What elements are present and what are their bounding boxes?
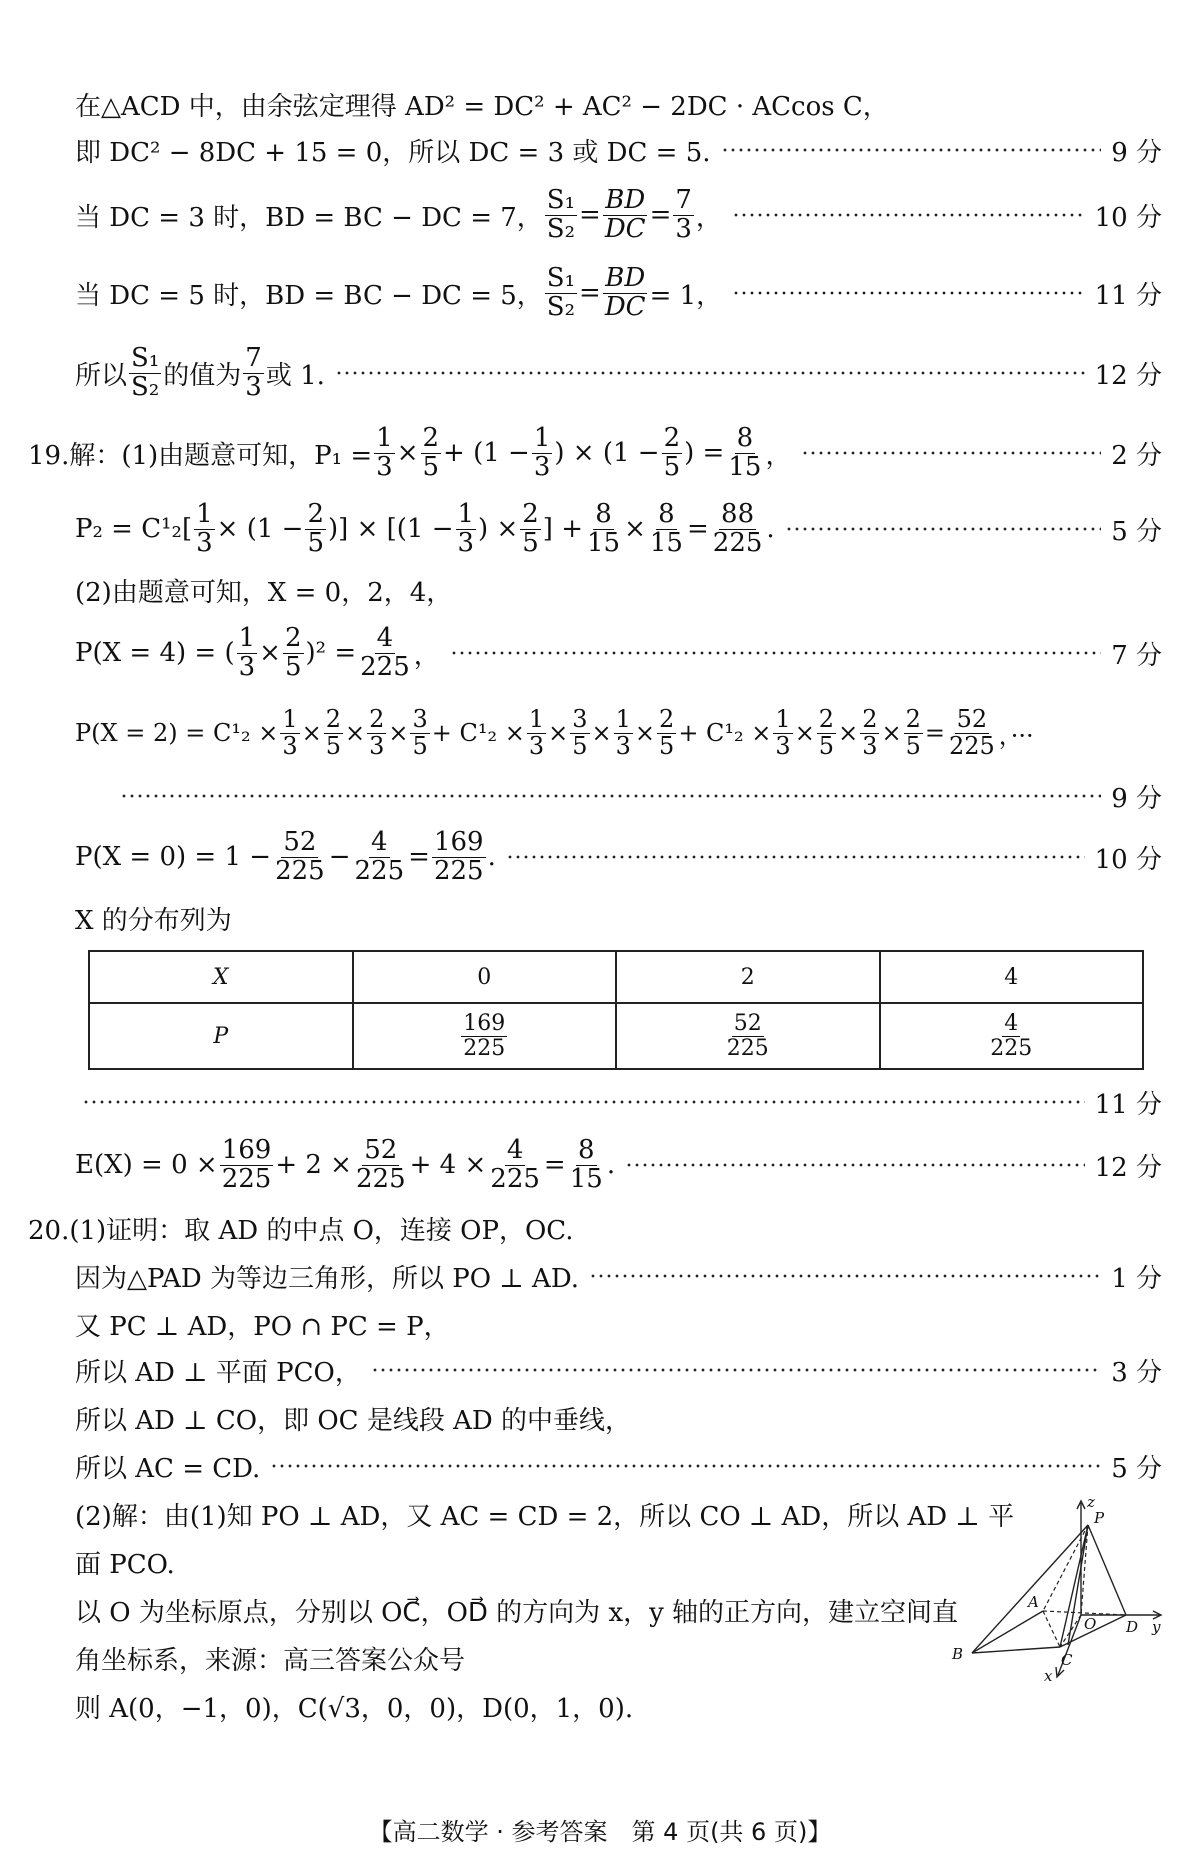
- denominator: 3: [245, 371, 262, 402]
- fraction: [353, 829, 407, 885]
- text: 当 DC = 3 时，BD = BC − DC = 7，: [75, 202, 543, 233]
- text-line: [75, 698, 1162, 768]
- denominator: 3: [457, 527, 475, 558]
- score-label: 9 分: [1111, 137, 1162, 168]
- scored-line: [28, 418, 1162, 488]
- fraction: [570, 707, 589, 758]
- text: .: [766, 514, 775, 544]
- numerator: 8: [658, 499, 675, 530]
- fraction: [220, 1137, 274, 1193]
- text: −: [328, 842, 351, 872]
- score-label: 11 分: [1094, 1089, 1162, 1120]
- numerator: 2: [663, 423, 681, 454]
- denominator: 5: [818, 731, 835, 760]
- text: ) =: [684, 438, 725, 468]
- dot-leader: [450, 651, 1101, 655]
- scored-line: [82, 1082, 1162, 1122]
- denominator: 225: [463, 1035, 506, 1061]
- dot-leader: [335, 371, 1085, 375]
- dot-leader: [506, 855, 1085, 859]
- text: 所以 AD ⊥ CO，即 OC 是线段 AD 的中垂线，: [75, 1405, 631, 1436]
- text: )² =: [305, 638, 357, 668]
- text: .: [487, 842, 496, 872]
- text: =: [543, 1150, 566, 1180]
- text: ×: [396, 438, 419, 468]
- distribution-heading: X 的分布列为: [75, 905, 232, 936]
- table-cell: X: [89, 951, 353, 1003]
- dot-leader: [82, 1100, 1085, 1104]
- text: ) × (1 −: [554, 438, 660, 468]
- dot-leader: [120, 794, 1101, 798]
- fraction: [648, 501, 685, 557]
- text: ×: [301, 719, 322, 747]
- denominator: 3: [376, 451, 393, 482]
- text: P(X = 0) = 1 −: [75, 842, 272, 872]
- numerator: 2: [325, 705, 341, 734]
- numerator: 4: [376, 623, 394, 654]
- fraction: [614, 707, 633, 758]
- denominator: 225: [433, 855, 484, 886]
- numerator: BD: [605, 263, 646, 294]
- scored-line: [120, 776, 1162, 816]
- denominator: 3: [615, 731, 631, 760]
- fraction: [354, 1137, 408, 1193]
- numerator: 1: [528, 705, 545, 734]
- scored-line: [75, 180, 1162, 250]
- text-line: [75, 1398, 1162, 1438]
- dot-leader: [732, 291, 1084, 295]
- denominator: 3: [862, 731, 878, 760]
- text: 20.(1)证明：取 AD 的中点 O，连接 OP，OC.: [28, 1215, 574, 1246]
- text-line: [75, 1590, 959, 1630]
- denominator: DC: [604, 291, 646, 322]
- dc-solution-text: 即 DC² − 8DC + 15 = 0，所以 DC = 3 或 DC = 5.: [75, 137, 711, 168]
- table-cell: 4: [880, 951, 1144, 1003]
- fraction: [817, 707, 836, 758]
- dot-leader: [801, 451, 1101, 455]
- table-cell: [353, 1003, 617, 1069]
- text: =: [686, 514, 709, 544]
- denominator: 15: [587, 527, 621, 558]
- table-cell: [880, 1003, 1144, 1069]
- score-label: 2 分: [1111, 440, 1162, 471]
- scored-line: [75, 130, 1162, 170]
- numerator: S₁: [131, 343, 160, 374]
- denominator: DC: [604, 213, 646, 244]
- fraction: [461, 1012, 507, 1059]
- numerator: 52: [733, 1011, 762, 1037]
- text: ×: [838, 719, 859, 747]
- numerator: 7: [245, 343, 262, 374]
- fraction: [129, 345, 161, 401]
- text: ) ×: [478, 514, 519, 544]
- fraction: [904, 707, 923, 758]
- table-cell: P: [89, 1003, 353, 1069]
- denominator: 5: [522, 527, 539, 558]
- scored-line: [75, 1256, 1162, 1296]
- label-x: x: [1044, 1667, 1053, 1685]
- denominator: 3: [775, 731, 791, 760]
- fraction: [603, 187, 648, 243]
- denominator: 225: [221, 1163, 272, 1194]
- numerator: S₁: [546, 185, 576, 216]
- score-label: 7 分: [1111, 640, 1162, 671]
- denominator: 3: [675, 213, 692, 244]
- text: ×: [344, 719, 366, 747]
- dot-leader: [625, 1163, 1085, 1167]
- page-footer: 【高二数学 · 参考答案 第 4 页(共 6 页)】: [368, 1818, 832, 1846]
- numerator: 2: [522, 499, 539, 530]
- numerator: 1: [533, 423, 551, 454]
- fraction: [305, 501, 326, 557]
- dot-leader: [721, 148, 1102, 152]
- table-cell: [616, 1003, 880, 1069]
- fraction: [273, 829, 327, 885]
- text: ，···: [998, 721, 1034, 750]
- text: 则 A(0，−1，0)，C(√3，0，0)，D(0，1，0).: [75, 1693, 634, 1724]
- text: ×: [624, 514, 646, 544]
- numerator: 8: [577, 1135, 595, 1166]
- numerator: 169: [433, 827, 484, 858]
- denominator: 15: [728, 451, 762, 482]
- denominator: 225: [490, 1163, 540, 1194]
- fraction: [358, 625, 412, 681]
- fraction: [545, 265, 577, 321]
- denominator: 3: [533, 451, 551, 482]
- score-label: 1 分: [1111, 1263, 1162, 1294]
- dot-leader: [589, 1274, 1101, 1278]
- denominator: 5: [659, 731, 675, 760]
- text-line: [75, 84, 1162, 124]
- score-label: 9 分: [1111, 783, 1162, 814]
- text: =: [924, 719, 945, 747]
- text: × (1 −: [216, 514, 304, 544]
- numerator: 3: [572, 705, 588, 734]
- score-label: 10 分: [1094, 202, 1162, 233]
- text: 角坐标系，来源：高三答案公众号: [75, 1645, 466, 1676]
- text: 所以 AC = CD.: [75, 1453, 261, 1484]
- text: P(X = 4) = (: [75, 638, 235, 668]
- edge-pd: [1088, 1525, 1126, 1615]
- scored-line: [75, 822, 1162, 892]
- numerator: 1: [376, 423, 393, 454]
- fraction: [456, 501, 477, 557]
- score-label: 5 分: [1111, 516, 1162, 547]
- denominator: S₂: [131, 371, 160, 402]
- text: P₂ = C¹₂[: [75, 514, 193, 544]
- score-label: 12 分: [1094, 360, 1162, 391]
- dot-leader: [270, 1464, 1101, 1468]
- fraction: [410, 707, 429, 758]
- label-c: C: [1061, 1651, 1073, 1669]
- text: ×: [388, 719, 409, 747]
- text: 19.解：(1)由题意可知，P₁ =: [28, 440, 373, 471]
- denominator: 5: [325, 731, 341, 760]
- numerator: 2: [818, 705, 835, 734]
- text-line: [75, 1304, 1162, 1344]
- denominator: 5: [284, 651, 302, 682]
- cosine-law-text: 在△ACD 中，由余弦定理得 AD² = DC² + AC² − 2DC · ACcos C，: [75, 91, 889, 122]
- denominator: 5: [572, 731, 588, 760]
- text: ] +: [542, 514, 583, 544]
- numerator: 2: [284, 623, 302, 654]
- text: = 1，: [649, 280, 723, 311]
- text: 面 PCO.: [75, 1549, 175, 1580]
- numerator: 1: [196, 499, 213, 530]
- numerator: 52: [364, 1135, 398, 1166]
- numerator: 169: [221, 1135, 272, 1166]
- numerator: 8: [736, 423, 754, 454]
- denominator: 225: [990, 1035, 1033, 1061]
- text: ，: [695, 202, 722, 233]
- text: =: [649, 200, 672, 230]
- fraction: [280, 707, 299, 758]
- text-line: [28, 1208, 1162, 1248]
- denominator: 3: [238, 651, 256, 682]
- denominator: 225: [360, 651, 410, 682]
- dot-leader: [732, 213, 1085, 217]
- numerator: 52: [283, 827, 317, 858]
- text: ×: [591, 719, 612, 747]
- fraction: [657, 707, 676, 758]
- numerator: 1: [775, 705, 791, 734]
- fraction: [488, 1137, 542, 1193]
- numerator: 3: [412, 705, 428, 734]
- text: 因为△PAD 为等边三角形，所以 PO ⊥ AD.: [75, 1263, 580, 1294]
- denominator: 225: [726, 1035, 769, 1061]
- numerator: 7: [675, 185, 692, 216]
- scored-line: [75, 1130, 1162, 1200]
- text: ，: [765, 440, 792, 471]
- fraction: [726, 425, 763, 481]
- label-d: D: [1126, 1618, 1139, 1636]
- score-label: 5 分: [1111, 1453, 1162, 1484]
- fraction: [545, 187, 577, 243]
- fraction: [711, 501, 765, 557]
- text: 或 1.: [265, 360, 325, 391]
- text: P(X = 2) = C¹₂ ×: [75, 719, 279, 747]
- numerator: 169: [463, 1011, 506, 1037]
- text: + 2 ×: [275, 1150, 352, 1180]
- numerator: 4: [506, 1135, 524, 1166]
- text: ×: [548, 719, 569, 747]
- denominator: S₂: [546, 291, 576, 322]
- text: 所以: [75, 360, 128, 391]
- text: =: [579, 278, 601, 308]
- score-label: 11 分: [1094, 280, 1162, 311]
- text-line: [75, 898, 1162, 938]
- text: + C¹₂ ×: [431, 719, 525, 747]
- score-label: 3 分: [1111, 1357, 1162, 1388]
- denominator: 3: [282, 731, 298, 760]
- scored-line: [75, 1446, 1162, 1486]
- fraction: [367, 707, 386, 758]
- text: )] × [(1 −: [328, 514, 454, 544]
- fraction: [527, 707, 546, 758]
- text: (2)由题意可知，X = 0，2，4，: [75, 577, 453, 608]
- label-z: z: [1087, 1495, 1095, 1511]
- table-row: [89, 951, 1143, 1003]
- score-label: 10 分: [1094, 844, 1162, 875]
- label-b: B: [952, 1645, 964, 1663]
- text: + (1 −: [443, 438, 530, 468]
- numerator: 1: [238, 623, 256, 654]
- fraction: [237, 625, 258, 681]
- fraction: [585, 501, 622, 557]
- scored-line: [75, 258, 1162, 328]
- numerator: S₁: [546, 263, 576, 294]
- distribution-table: [88, 950, 1144, 1070]
- fraction: [374, 425, 395, 481]
- fraction: [662, 425, 683, 481]
- fraction: [603, 265, 648, 321]
- denominator: 225: [948, 731, 995, 760]
- fraction: [673, 187, 694, 243]
- table-cell: 0: [353, 951, 617, 1003]
- edge-ac: [1043, 1611, 1060, 1647]
- pyramid-figure: [948, 1495, 1170, 1685]
- numerator: 1: [615, 705, 631, 734]
- scored-line: [75, 494, 1162, 564]
- fraction: [520, 501, 541, 557]
- denominator: 5: [905, 731, 921, 760]
- label-p: P: [1094, 1509, 1105, 1527]
- text: 又 PC ⊥ AD，PO ∩ PC = P，: [75, 1311, 450, 1342]
- text: (2)解：由(1)知 PO ⊥ AD，又 AC = CD = 2，所以 CO ⊥ AD，所以 AD ⊥ 平: [75, 1501, 1015, 1532]
- label-y: y: [1152, 1618, 1161, 1636]
- fraction: [432, 829, 486, 885]
- numerator: 1: [282, 705, 298, 734]
- fraction: [283, 625, 304, 681]
- denominator: 225: [354, 855, 405, 886]
- fraction: [725, 1012, 771, 1059]
- denominator: 5: [412, 731, 428, 760]
- edge-pb: [972, 1525, 1088, 1653]
- numerator: 2: [307, 499, 325, 530]
- text: ，: [413, 640, 440, 671]
- scored-line: [75, 338, 1162, 408]
- numerator: 2: [369, 705, 385, 734]
- scored-line: [75, 618, 1162, 688]
- numerator: 2: [905, 705, 921, 734]
- text: 当 DC = 5 时，BD = BC − DC = 5，: [75, 280, 543, 311]
- score-label: 12 分: [1094, 1152, 1162, 1183]
- denominator: 225: [712, 527, 763, 558]
- text: 所以 AD ⊥ 平面 PCO，: [75, 1357, 361, 1388]
- numerator: 4: [1004, 1011, 1019, 1037]
- fraction: [243, 345, 264, 401]
- denominator: 15: [649, 527, 683, 558]
- text: 以 O 为坐标原点，分别以 OC⃗，OD⃗ 的方向为 x，y 轴的正方向，建立空间直: [75, 1597, 959, 1628]
- text: ×: [881, 719, 902, 747]
- fraction: [421, 425, 442, 481]
- dot-leader: [371, 1368, 1101, 1372]
- fraction: [532, 425, 553, 481]
- numerator: 1: [457, 499, 475, 530]
- text: =: [579, 200, 601, 230]
- denominator: 15: [569, 1163, 603, 1194]
- denominator: 225: [275, 855, 325, 886]
- denominator: S₂: [546, 213, 576, 244]
- text: ×: [794, 719, 815, 747]
- numerator: 52: [956, 705, 988, 734]
- fraction: [194, 501, 215, 557]
- edge-ba: [972, 1611, 1043, 1653]
- numerator: 2: [422, 423, 440, 454]
- denominator: 5: [307, 527, 325, 558]
- text: + C¹₂ ×: [678, 719, 772, 747]
- fraction: [860, 707, 879, 758]
- table-cell: 2: [616, 951, 880, 1003]
- text-line: [75, 1494, 1015, 1534]
- fraction: [773, 707, 792, 758]
- text: ×: [259, 638, 281, 668]
- dot-leader: [785, 527, 1102, 531]
- text-line: [75, 570, 1162, 610]
- denominator: 225: [355, 1163, 406, 1194]
- numerator: 2: [862, 705, 878, 734]
- table-row: [89, 1003, 1143, 1069]
- fraction: [988, 1012, 1034, 1059]
- fraction: [947, 707, 997, 758]
- numerator: 88: [721, 499, 755, 530]
- text: E(X) = 0 ×: [75, 1150, 218, 1180]
- text: 的值为: [163, 360, 242, 391]
- denominator: 3: [369, 731, 385, 760]
- denominator: 3: [528, 731, 545, 760]
- label-a: A: [1028, 1593, 1039, 1611]
- text-line: [75, 1686, 1162, 1726]
- denominator: 3: [196, 527, 213, 558]
- label-o: O: [1084, 1615, 1097, 1633]
- text: =: [408, 842, 430, 872]
- numerator: BD: [605, 185, 646, 216]
- denominator: 5: [663, 451, 681, 482]
- text: .: [606, 1150, 616, 1180]
- fraction: [324, 707, 343, 758]
- denominator: 5: [422, 451, 440, 482]
- numerator: 2: [659, 705, 675, 734]
- numerator: 8: [595, 499, 612, 530]
- scored-line: [75, 1350, 1162, 1390]
- edge-bc: [972, 1647, 1060, 1653]
- text: + 4 ×: [409, 1150, 487, 1180]
- text: ×: [634, 719, 656, 747]
- numerator: 4: [371, 827, 388, 858]
- fraction: [568, 1137, 605, 1193]
